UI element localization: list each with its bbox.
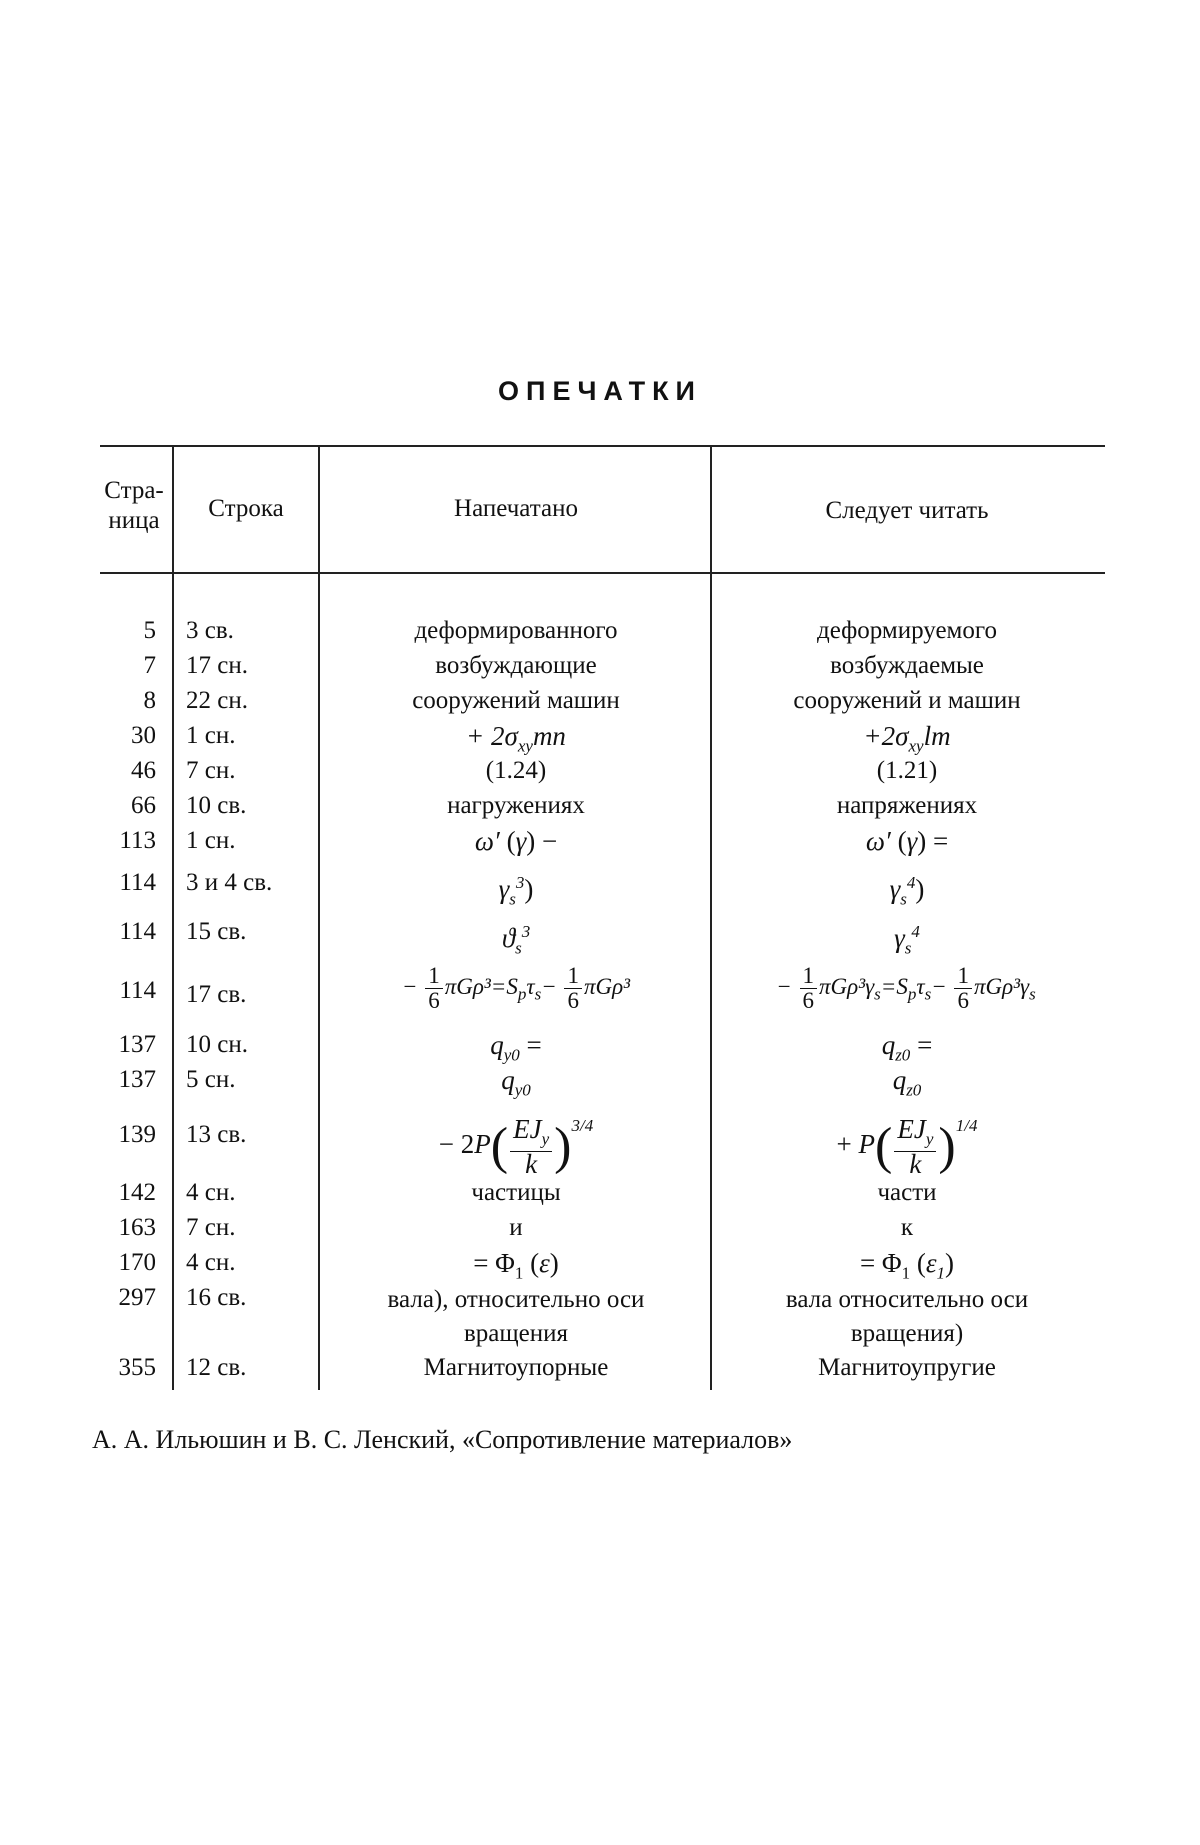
header-line: Строка	[208, 495, 284, 522]
cell-printed: сооружений машин	[412, 687, 620, 714]
cell-line: 13 св.	[186, 1121, 247, 1148]
footer-citation: А. А. Ильюшин и В. С. Ленский, «Сопротивление материалов»	[92, 1425, 793, 1454]
cell-page: 355	[118, 1354, 156, 1381]
cell-correct: напряжениях	[836, 792, 978, 819]
cell-printed: − $\frac{1}{6}$ $\pi G\rho^3=S_p\tau_s-$ $\frac{1}{6}$ πGρ³	[401, 963, 631, 1013]
cell-printed: = $\Phi_1$ (ε)	[473, 1248, 559, 1283]
cell-printed: и	[509, 1214, 523, 1241]
cell-printed: − 2P( $\frac{EJ_y}{k}$ )$^{3/4}$	[438, 1114, 594, 1180]
cell-printed: вала), относительно оси вращения	[387, 1286, 645, 1347]
cell-correct: к	[900, 1214, 914, 1241]
cell-page: 170	[118, 1249, 156, 1276]
page-title: ОПЕЧАТКИ	[498, 376, 702, 406]
cell-line: 15 св.	[186, 918, 247, 945]
cell-correct: ω′ (γ) =	[865, 826, 949, 856]
cell-line: 3 и 4 св.	[186, 869, 273, 896]
header-correct: Следует читать	[825, 497, 989, 524]
cell-printed: + $2\sigma_{xy}mn$	[466, 721, 566, 756]
cell-page: 114	[119, 869, 156, 896]
cell-printed: частицы	[471, 1179, 561, 1206]
cell-printed: возбуждающие	[435, 652, 597, 679]
cell-line: 16 св.	[186, 1284, 247, 1311]
cell-correct: + P( $\frac{EJ_y}{k}$ )$^{1/4}$	[836, 1114, 978, 1180]
cell-correct: $q_{z0}$	[892, 1065, 922, 1100]
cell-page: 113	[119, 827, 156, 854]
cell-correct: сооружений и машин	[793, 687, 1021, 714]
cell-page: 297	[118, 1284, 156, 1311]
cell-line: 7 сн.	[186, 1214, 236, 1241]
cell-page: 139	[118, 1121, 156, 1148]
cell-line: 1 сн.	[186, 827, 236, 854]
column-divider-3	[710, 445, 712, 1390]
cell-line: 5 сн.	[186, 1066, 236, 1093]
cell-line: 1 сн.	[186, 722, 236, 749]
cell-correct: возбуждаемые	[830, 652, 984, 679]
cell-correct: = $\Phi_1$ $(\varepsilon_1)$	[859, 1248, 955, 1283]
table-top-rule	[100, 445, 1105, 447]
cell-line: 10 св.	[186, 792, 247, 819]
cell-correct: $\gamma_s^4$)	[889, 873, 925, 909]
cell-printed: нагружениях	[447, 792, 585, 819]
cell-line: 4 сн.	[186, 1249, 236, 1276]
header-page-part2: ница	[108, 507, 160, 534]
cell-printed: $q_{y0}$ =	[490, 1030, 542, 1065]
cell-printed: Магнитоупорные	[423, 1354, 609, 1381]
cell-page: 66	[131, 792, 156, 819]
cell-line: 17 св.	[186, 981, 247, 1008]
header-page	[98, 476, 170, 536]
cell-page: 46	[131, 757, 156, 784]
cell-printed: ω′ (γ) −	[474, 826, 558, 856]
cell-page: 114	[119, 977, 156, 1004]
cell-page: 137	[118, 1066, 156, 1093]
cell-line: 4 сн.	[186, 1179, 236, 1206]
cell-page: 163	[118, 1214, 156, 1241]
cell-page: 30	[131, 722, 156, 749]
cell-printed: $ϑ_s^3$	[501, 922, 531, 958]
cell-correct: деформируемого	[816, 617, 998, 644]
cell-correct: части	[877, 1179, 937, 1206]
cell-correct: − $\frac{1}{6}$ $\pi G\rho^3\gamma_s=S_p\tau_s-$ $\frac{1}{6}$ $\pi G\rho^3\gamma_s$	[776, 963, 1036, 1013]
cell-line: 22 сн.	[186, 687, 248, 714]
cell-correct: $q_{z0}$ =	[881, 1030, 933, 1065]
cell-line: 3 св.	[186, 617, 234, 644]
cell-printed: $q_{y0}$	[501, 1065, 531, 1100]
cell-page: 114	[119, 918, 156, 945]
column-divider-1	[172, 445, 174, 1390]
cell-line: 7 сн.	[186, 757, 236, 784]
cell-page: 137	[118, 1031, 156, 1058]
header-bottom-rule	[100, 572, 1105, 574]
cell-printed: (1.24)	[485, 757, 547, 784]
cell-correct: вала относительно оси вращения)	[785, 1286, 1029, 1347]
cell-correct: $+2\sigma_{xy}lm$	[863, 721, 951, 756]
cell-line: 17 сн.	[186, 652, 248, 679]
cell-printed: $\gamma_s^3$)	[498, 873, 534, 909]
cell-line: 10 сн.	[186, 1031, 248, 1058]
header-page-part1: Стра-	[104, 477, 164, 504]
cell-page: 7	[143, 652, 156, 679]
cell-line: 12 св.	[186, 1354, 247, 1381]
column-divider-2	[318, 445, 320, 1390]
header-printed: Напечатано	[454, 495, 578, 522]
cell-page: 5	[143, 617, 156, 644]
cell-printed: деформированного	[414, 617, 618, 644]
cell-correct: $\gamma_s^4$	[894, 922, 920, 958]
cell-correct: (1.21)	[876, 757, 938, 784]
cell-page: 8	[143, 687, 156, 714]
cell-correct: Магнитоупругие	[818, 1354, 996, 1381]
cell-page: 142	[118, 1179, 156, 1206]
